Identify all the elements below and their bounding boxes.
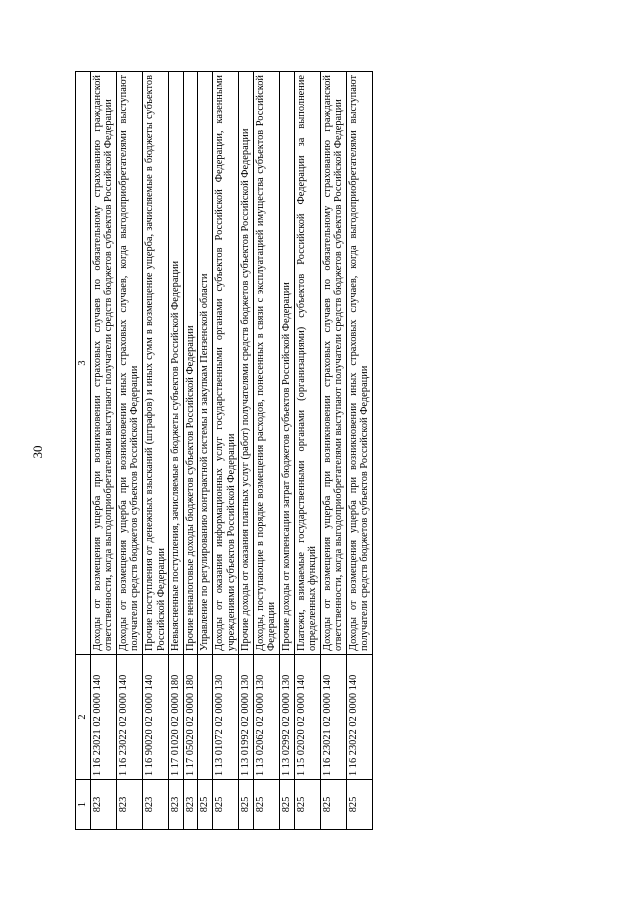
table-row xyxy=(320,72,346,830)
budget-code-cell: 1 13 02062 02 0000 130 xyxy=(253,655,279,780)
description-cell: Прочие доходы от компенсации затрат бюджетов субъектов Российской Федерации xyxy=(279,72,294,655)
admin-code-cell: 825 xyxy=(279,780,294,830)
admin-code-cell: 825 xyxy=(239,780,254,830)
description-cell: Платежи, взимаемые государственными органами (организациями) субъектов Российской Федерации за выполнение определенных функций xyxy=(294,72,320,655)
page-number: 30 xyxy=(30,445,45,459)
table-row xyxy=(294,72,320,830)
budget-code-cell: 1 17 05020 02 0000 180 xyxy=(183,655,198,780)
description-cell: Прочие неналоговые доходы бюджетов субъектов Российской Федерации xyxy=(183,72,198,655)
description-cell: Доходы от оказания информационных услуг государственными органами субъектов Российской Федерации, казенными учреждениями субъектов Российской Федерации xyxy=(212,72,238,655)
admin-code-cell: 823 xyxy=(116,780,142,830)
budget-code-cell: 1 13 01072 02 0000 130 xyxy=(212,655,238,780)
budget-code-cell: 1 16 23021 02 0000 140 xyxy=(320,655,346,780)
table-header-row xyxy=(76,72,91,830)
admin-code-cell: 825 xyxy=(253,780,279,830)
table-row xyxy=(239,72,254,830)
admin-code-cell: 825 xyxy=(294,780,320,830)
table-row xyxy=(279,72,294,830)
budget-code-cell: 1 16 90020 02 0000 140 xyxy=(142,655,168,780)
admin-code-cell: 825 xyxy=(320,780,346,830)
description-cell: Доходы, поступающие в порядке возмещения расходов, понесенных в связи с эксплуатацией имущества субъектов Российской Федерации xyxy=(253,72,279,655)
budget-code-cell: 1 16 23022 02 0000 140 xyxy=(116,655,142,780)
budget-code-cell: 1 16 23022 02 0000 140 xyxy=(346,655,372,780)
admin-code-cell: 823 xyxy=(142,780,168,830)
budget-code-cell xyxy=(198,655,213,780)
header-col-1: 1 xyxy=(76,780,91,830)
description-cell: Доходы от возмещения ущерба при возникновении иных страховых случаев, когда выгодоприобретателями выступают получатели средств бюджетов субъектов Российской Федерации xyxy=(346,72,372,655)
table-row xyxy=(212,72,238,830)
header-col-2: 2 xyxy=(76,655,91,780)
description-cell: Доходы от возмещения ущерба при возникновении страховых случаев по обязательному страхованию гражданской ответственности, когда выгодоприобретателями выступают получатели средств бюджетов субъектов Российской Федерации xyxy=(90,72,116,655)
description-cell: Прочие доходы от оказания платных услуг (работ) получателями средств бюджетов субъектов Российской Федерации xyxy=(239,72,254,655)
table-row xyxy=(346,72,372,830)
table-frame xyxy=(75,72,640,813)
admin-code-cell: 825 xyxy=(198,780,213,830)
admin-code-cell: 825 xyxy=(346,780,372,830)
table-row xyxy=(183,72,198,830)
table-row xyxy=(142,72,168,830)
budget-code-cell: 1 16 23021 02 0000 140 xyxy=(90,655,116,780)
revenue-codes-table xyxy=(75,71,373,830)
table-row xyxy=(198,72,213,830)
budget-code-cell: 1 15 02020 02 0000 140 xyxy=(294,655,320,780)
description-cell: Доходы от возмещения ущерба при возникновении страховых случаев по обязательному страхованию гражданской ответственности, когда выгодоприобретателями выступают получатели средств бюджетов субъектов Российской Федерации xyxy=(320,72,346,655)
table-row xyxy=(90,72,116,830)
table-row xyxy=(253,72,279,830)
admin-code-cell: 823 xyxy=(169,780,184,830)
description-cell: Управление по регулированию контрактной системы и закупкам Пензенской области xyxy=(198,72,213,655)
table-row xyxy=(169,72,184,830)
budget-code-cell: 1 13 02992 02 0000 130 xyxy=(279,655,294,780)
table-row xyxy=(116,72,142,830)
budget-code-cell: 1 13 01992 02 0000 130 xyxy=(239,655,254,780)
rotated-table-container xyxy=(75,72,538,830)
budget-code-cell: 1 17 01020 02 0000 180 xyxy=(169,655,184,780)
description-cell: Доходы от возмещения ущерба при возникновении иных страховых случаев, когда выгодоприобретателями выступают получатели средств бюджетов субъектов Российской Федерации xyxy=(116,72,142,655)
description-cell: Прочие поступления от денежных взысканий (штрафов) и иных сумм в возмещение ущерба, зачисляемые в бюджеты субъектов Российской Федерации xyxy=(142,72,168,655)
admin-code-cell: 825 xyxy=(212,780,238,830)
description-cell: Невыясненные поступления, зачисляемые в бюджеты субъектов Российской Федерации xyxy=(169,72,184,655)
admin-code-cell: 823 xyxy=(183,780,198,830)
header-col-3: 3 xyxy=(76,72,91,655)
admin-code-cell: 823 xyxy=(90,780,116,830)
